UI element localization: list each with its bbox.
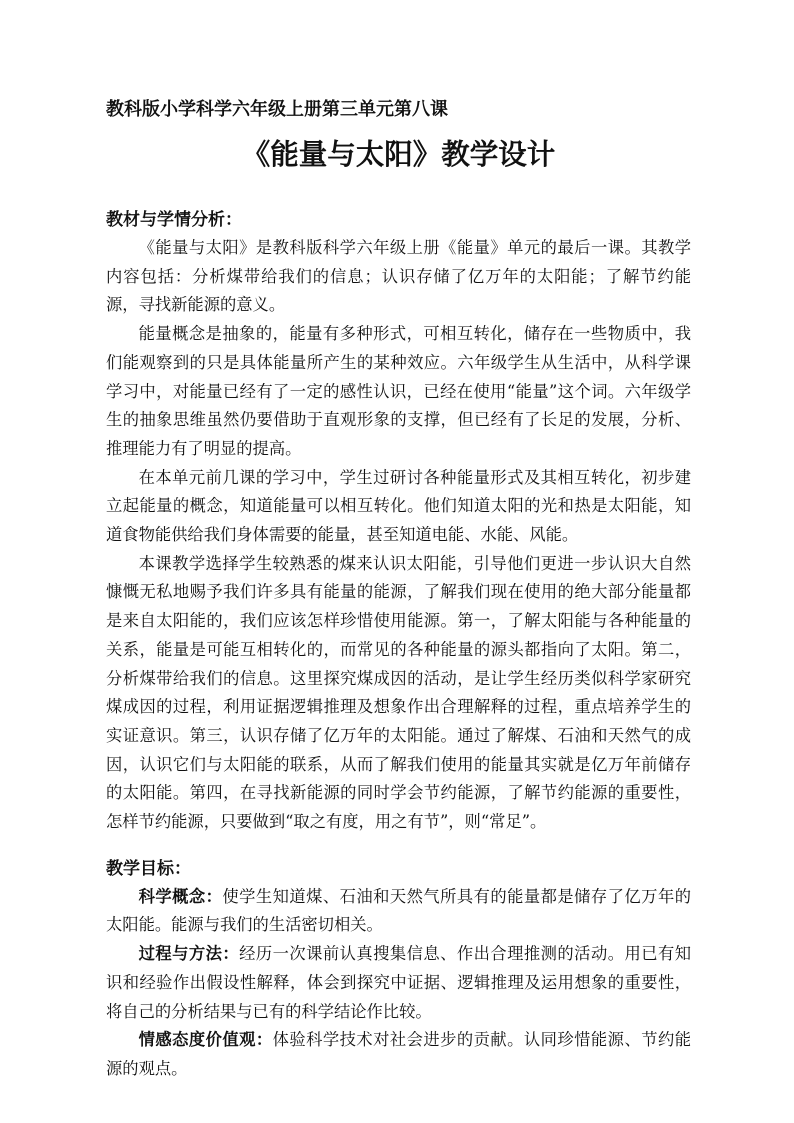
goal-item-science-concept bbox=[106, 883, 691, 940]
paragraph-3: 在本单元前几课的学习中，学生过研讨各种能量形式及其相互转化，初步建立起能量的概念，知道能量可以相互转化。他们知道太阳的光和热是太阳能，知道食物能供给我们身体需要的能量，甚至知道电能、水能、风能。 bbox=[106, 467, 691, 545]
document-title: 《能量与太阳》教学设计 bbox=[241, 138, 556, 171]
document-subtitle: 教科版小学科学六年级上册第三单元第八课 bbox=[106, 99, 448, 120]
section-teaching-goals bbox=[106, 855, 691, 1084]
paragraph-4: 本课教学选择学生较熟悉的煤来认识太阳能，引导他们更进一步认识大自然慷慨无私地赐予我们许多具有能量的能源，了解我们现在使用的绝大部分能量都是来自太阳能的，我们应该怎样珍惜使用能源。第一，了解太阳能与各种能量的关系，能量是可能互相转化的，而常见的各种能量的源头都指向了太阳。第二，分析煤带给我们的信息。这里探究煤成因的活动，是让学生经历类似科学家研究煤成因的过程，利用证据逻辑推理及想象作出合理解释的过程，重点培养学生的实证意识。第三，认识存储了亿万年的太阳能。通过了解煤、石油和天然气的成因，认识它们与太阳能的联系，从而了解我们使用的能量其实就是亿万年前储存的太阳能。第四，在寻找新能源的同时学会节约能源，了解节约能源的重要性，怎样节约能源，只要做到“取之有度，用之有节”，则“常足”。 bbox=[106, 553, 691, 832]
paragraph-1: 《能量与太阳》是教科版科学六年级上册《能量》单元的最后一课。其教学内容包括：分析煤带给我们的信息；认识存储了亿万年的太阳能；了解节约能源，寻找新能源的意义。 bbox=[106, 238, 691, 315]
paragraph-2: 能量概念是抽象的，能量有多种形式，可相互转化，储存在一些物质中，我们能观察到的只是具体能量所产生的某种效应。六年级学生从生活中，从科学课学习中，对能量已经有了一定的感性认识，已经在使用“能量”这个词。六年级学生的抽象思维虽然仍要借助于直观形象的支撑，但已经有了长足的发展，分析、推理能力有了明显的提高。 bbox=[106, 324, 691, 458]
goal-text-science-concept: 使学生知道煤、石油和天然气所具有的能量都是储存了亿万年的太阳能。能源与我们的生活密切相关。 bbox=[106, 886, 691, 935]
section-heading-material-analysis: 教材与学情分析： bbox=[106, 210, 242, 230]
goal-text-attitude-values: 体验科学技术对社会进步的贡献。认同珍惜能源、节约能源的观点。 bbox=[106, 1030, 691, 1078]
goal-text-process-method: 经历一次课前认真搜集信息、作出合理推测的活动。用已有知识和经验作出假设性解释，体会到探究中证据、逻辑推理及运用想象的重要性，将自己的分析结果与已有的科学结论作比较。 bbox=[106, 944, 691, 1021]
goal-item-process-method bbox=[106, 940, 691, 1026]
goal-label-process-method: 过程与方法： bbox=[138, 944, 240, 964]
section-heading-teaching-goals: 教学目标： bbox=[106, 858, 191, 879]
section-material-analysis bbox=[106, 206, 691, 837]
goal-label-science-concept: 科学概念： bbox=[138, 886, 223, 906]
goal-item-attitude-values bbox=[106, 1026, 691, 1083]
goal-label-attitude-values: 情感态度价值观： bbox=[138, 1030, 273, 1050]
